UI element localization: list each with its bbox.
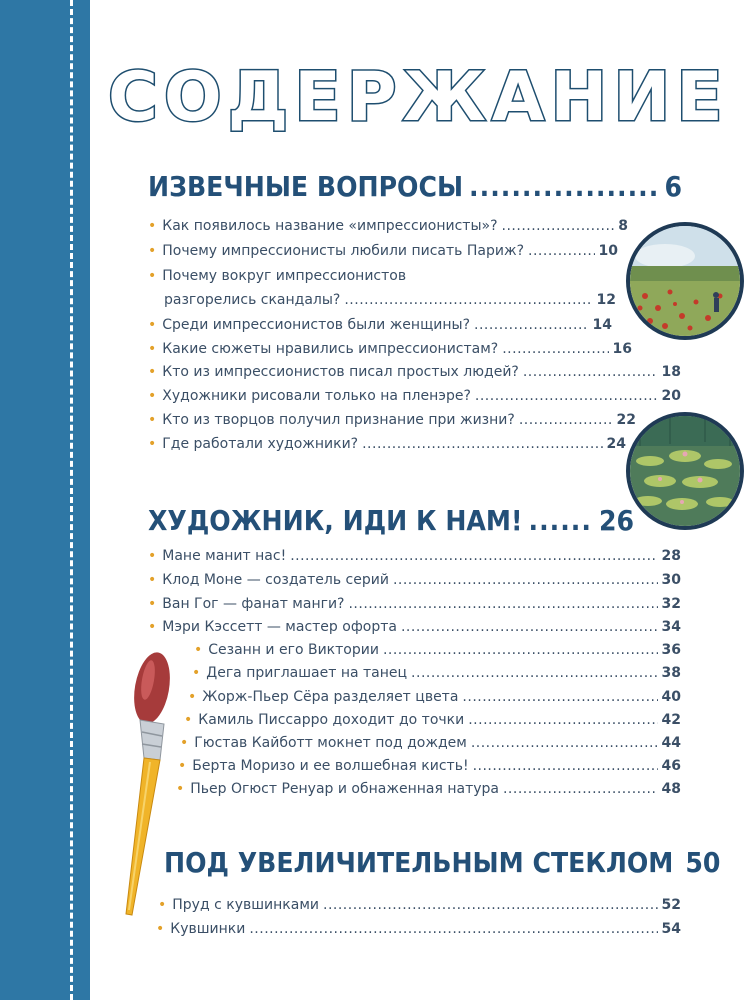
section-page: 50 xyxy=(685,846,721,879)
toc-item[interactable]: • Камиль Писсарро доходит до точки ..... 42 xyxy=(184,712,681,732)
toc-item[interactable]: • Жорж-Пьер Сёра разделяет цвета ..... 40 xyxy=(188,689,681,709)
paintbrush-icon xyxy=(110,650,190,920)
toc-item[interactable]: • Клод Моне — создатель серий ..... 30 xyxy=(148,572,681,592)
toc-item[interactable]: • Кто из творцов получил признание при жизни? ..... 22 xyxy=(148,412,636,432)
toc-item[interactable]: • Как появилось название «импрессионисты»? ..... 8 xyxy=(148,218,628,238)
stitch-line xyxy=(70,0,73,1000)
toc-item[interactable]: • Художники рисовали только на пленэре? ..... 20 xyxy=(148,388,681,408)
section-title: ХУДОЖНИК, ИДИ К НАМ! xyxy=(148,504,523,537)
toc-item[interactable]: • Дега приглашает на танец ..... 38 xyxy=(192,665,681,685)
left-band xyxy=(0,0,90,1000)
toc-item[interactable]: • Ван Гог — фанат манги? ..... 32 xyxy=(148,596,681,616)
toc-item[interactable]: • Кувшинки ..... 54 xyxy=(156,921,681,941)
section-heading-3[interactable] xyxy=(164,846,721,879)
toc-item[interactable]: • Какие сюжеты нравились импрессионистам? ..... 16 xyxy=(148,341,632,361)
page-title: СОДЕРЖАНИЕ xyxy=(108,58,729,137)
water-lilies-painting xyxy=(626,412,744,530)
toc-item[interactable]: • Кто из импрессионистов писал простых людей? ..... 18 xyxy=(148,364,681,384)
toc-item[interactable]: • Сезанн и его Виктории ..... 36 xyxy=(194,642,681,662)
toc-item[interactable]: • Мане манит нас! ..... 28 xyxy=(148,548,681,568)
toc-item[interactable]: • Мэри Кэссетт — мастер офорта ..... 34 xyxy=(148,619,681,639)
section-title: ИЗВЕЧНЫЕ ВОПРОСЫ xyxy=(148,170,464,203)
toc-item[interactable]: • Почему импрессионисты любили писать Париж? ..... 10 xyxy=(148,243,618,263)
toc-item[interactable]: • Пруд с кувшинками ..... 52 xyxy=(158,897,681,917)
section-page: 6 xyxy=(664,170,682,203)
poppy-field-painting xyxy=(626,222,744,340)
section-page: 26 xyxy=(598,504,634,537)
section-heading-2[interactable] xyxy=(148,504,634,537)
section-title: ПОД УВЕЛИЧИТЕЛЬНЫМ СТЕКЛОМ xyxy=(164,846,674,879)
toc-item[interactable]: разгорелись скандалы? ..... 12 xyxy=(164,292,616,312)
toc-item[interactable]: • Берта Моризо и ее волшебная кисть! ..... 46 xyxy=(178,758,681,778)
toc-item[interactable]: • Среди импрессионистов были женщины? ..... 14 xyxy=(148,317,612,337)
toc-item[interactable]: • Где работали художники? ..... 24 xyxy=(148,436,626,456)
toc-item[interactable]: • Почему вокруг импрессионистов xyxy=(148,268,407,284)
toc-item[interactable]: • Пьер Огюст Ренуар и обнаженная натура ..... 48 xyxy=(176,781,681,801)
toc-item[interactable]: • Гюстав Кайботт мокнет под дождем ..... 44 xyxy=(180,735,681,755)
section-heading-1[interactable] xyxy=(148,170,682,203)
